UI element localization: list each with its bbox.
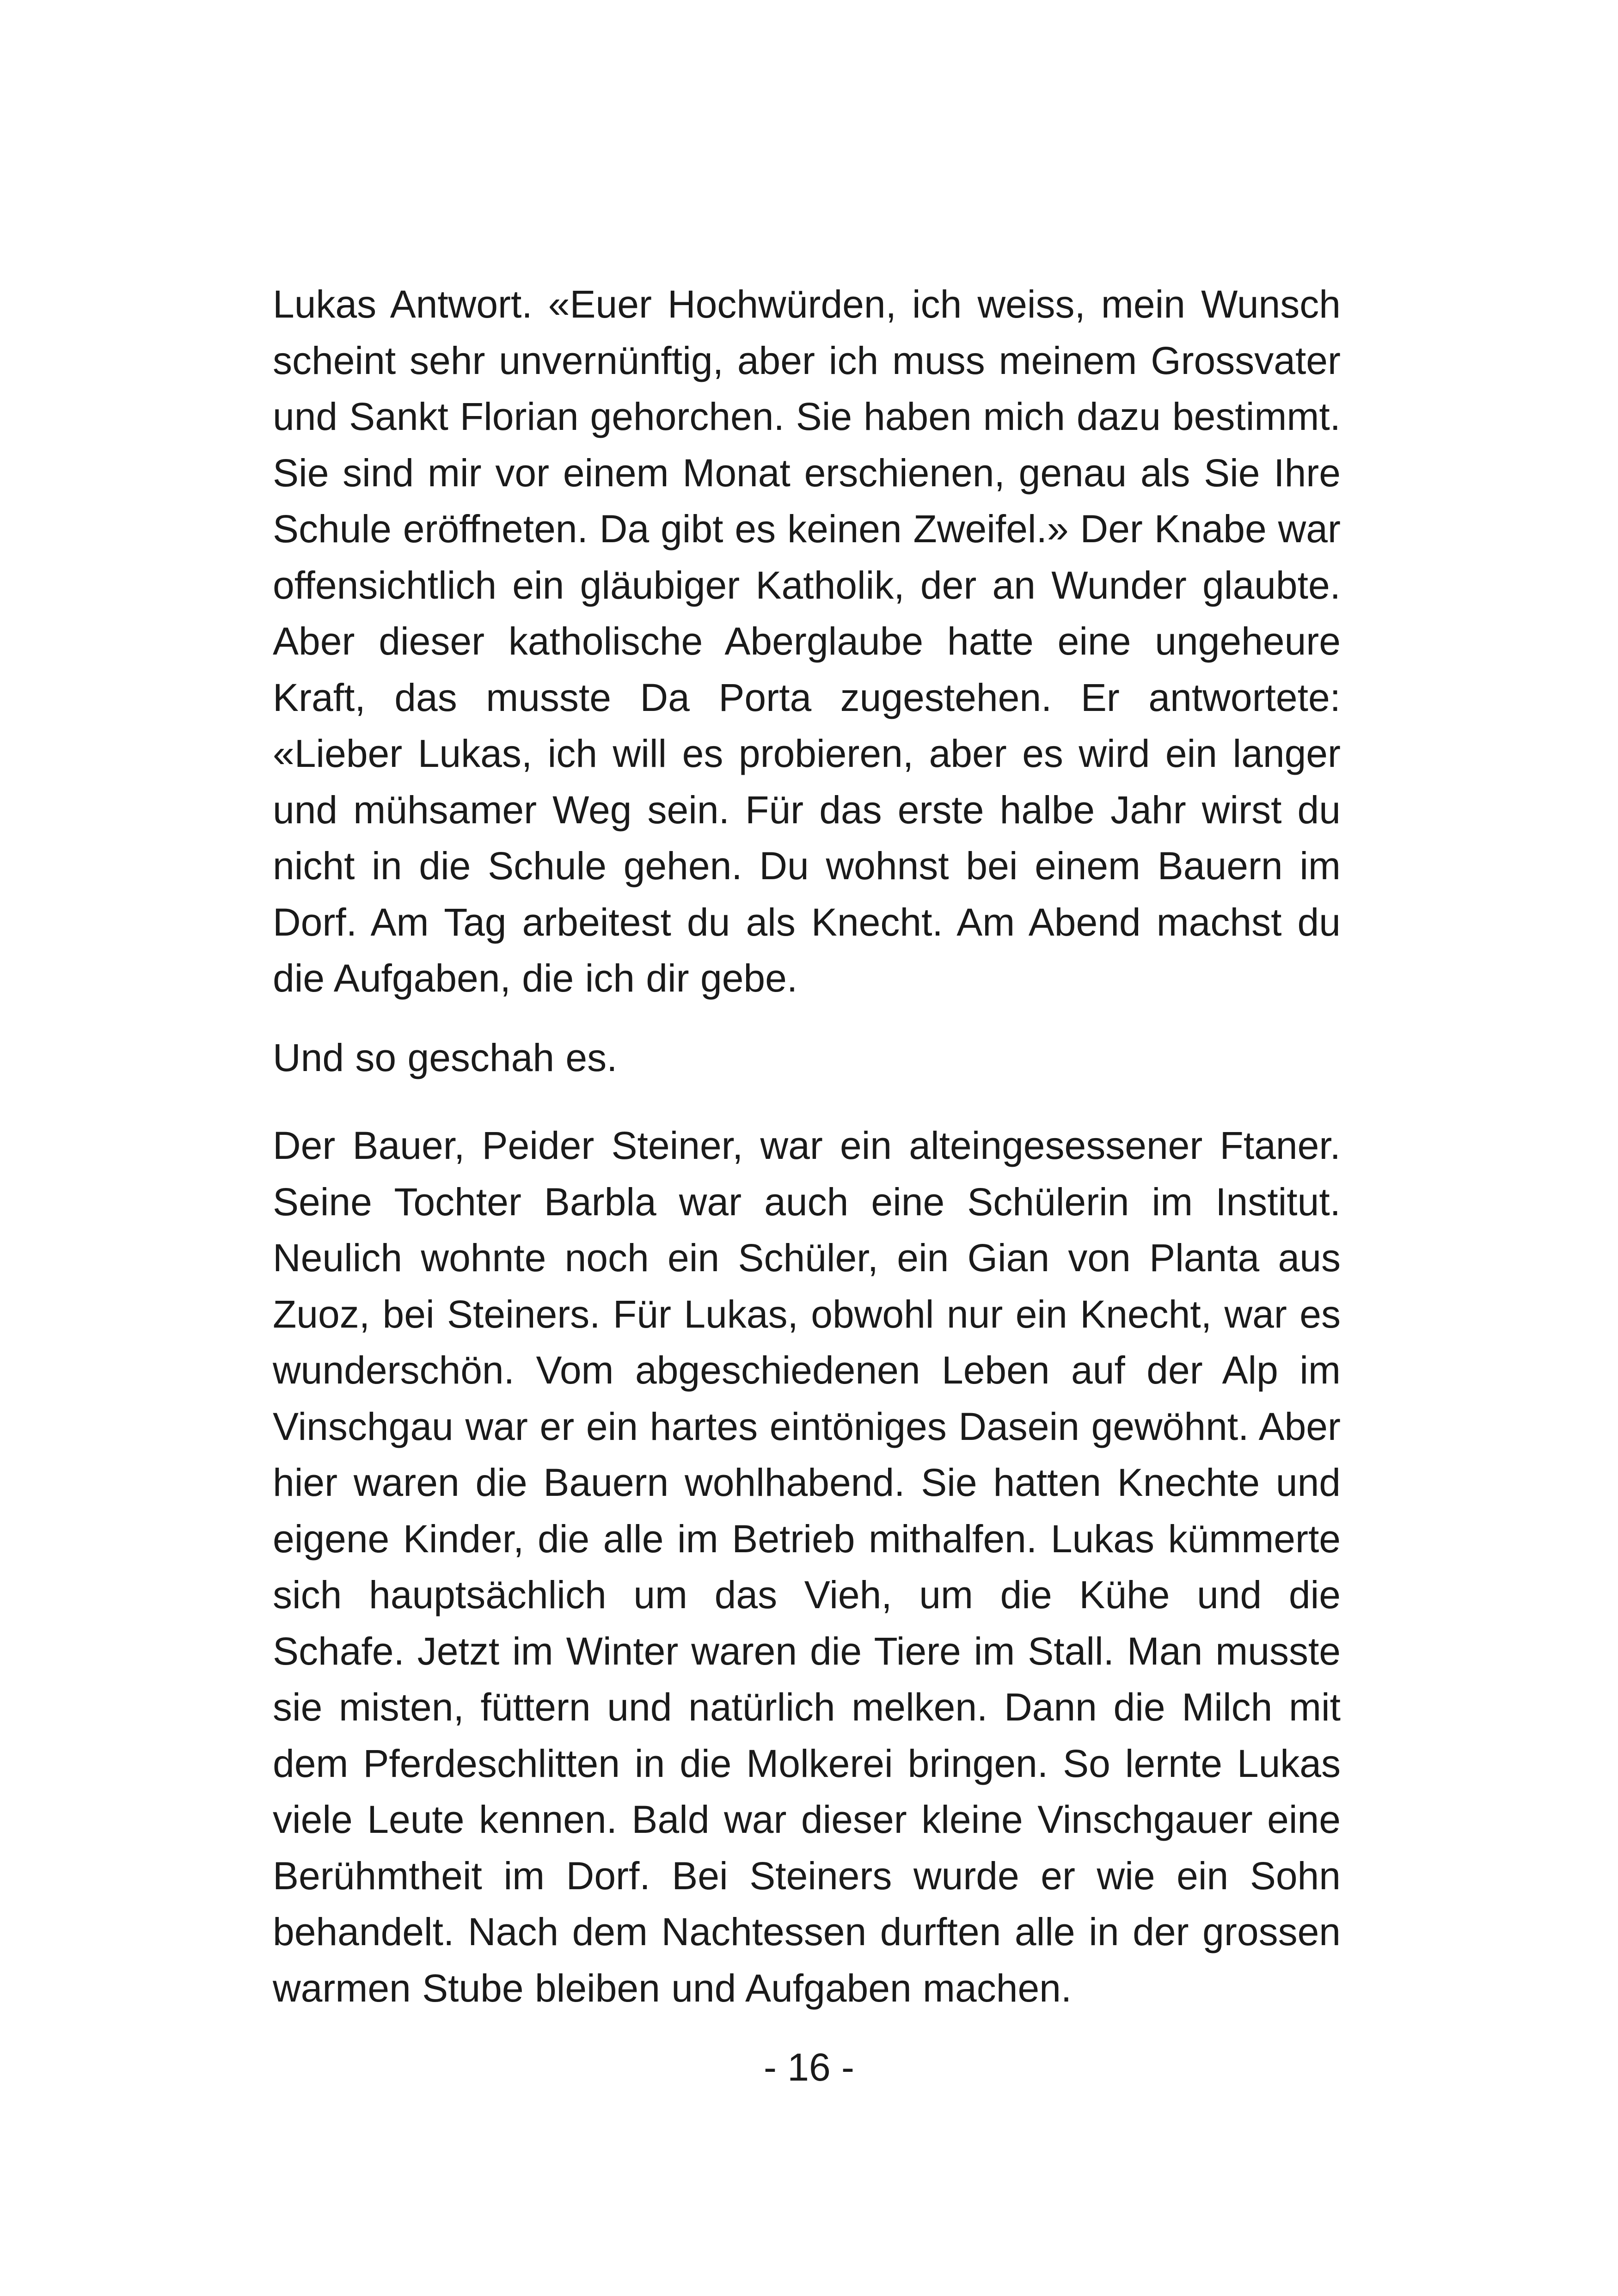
paragraph-2 [273,1030,1341,1086]
paragraph-text: Und so geschah es. [273,1036,618,1079]
paragraph-3 [273,1118,1341,2016]
paragraph-text: Lukas Antwort. «Euer Hochwürden, ich weiss, mein Wunsch scheint sehr unvernünftig, aber ich muss meinem Grossvater und Sankt Florian gehorchen. Sie haben mich dazu bestimmt. Sie sind mir vor einem Monat erschienen, genau als Sie Ihre Schule eröffneten. Da gibt es keinen Zweifel.» Der Knabe war offensichtlich ein gläubiger Katholik, der an Wunder glaubte. Aber dieser katholische Aberglaube hatte eine ungeheure Kraft, das musste Da Porta zugestehen. Er antwortete: «Lieber Lukas, ich will es probieren, aber es wird ein langer und mühsamer Weg sein. Für das erste halbe Jahr wirst du nicht in die Schule gehen. Du wohnst bei einem Bauern im Dorf. Am Tag arbeitest du als Knecht. Am Abend machst du die Aufgaben, die ich dir gebe. [273,282,1341,1000]
paragraph-1 [273,276,1341,1007]
paragraph-text: Der Bauer, Peider Steiner, war ein alteingesessener Ftaner. Seine Tochter Barbla war auch eine Schülerin im Institut. Neulich wohnte noch ein Schüler, ein Gian von Planta aus Zuoz, bei Steiners. Für Lukas, obwohl nur ein Knecht, war es wunderschön. Vom abgeschiedenen Leben auf der Alp im Vinschgau war er ein hartes eintöniges Dasein gewöhnt. Aber hier waren die Bauern wohlhabend. Sie hatten Knechte und eigene Kinder, die alle im Betrieb mithalfen. Lukas kümmerte sich hauptsächlich um das Vieh, um die Kühe und die Schafe. Jetzt im Winter waren die Tiere im Stall. Man musste sie misten, füttern und natürlich melken. Dann die Milch mit dem Pferdeschlitten in die Molkerei bringen. So lernte Lukas viele Leute kennen. Bald war dieser kleine Vinschgauer eine Berühmtheit im Dorf. Bei Steiners wurde er wie ein Sohn behandelt. Nach dem Nachtessen durften alle in der grossen warmen Stube bleiben und Aufgaben machen. [273,1124,1341,2010]
page-number: - 16 - [763,2045,855,2089]
